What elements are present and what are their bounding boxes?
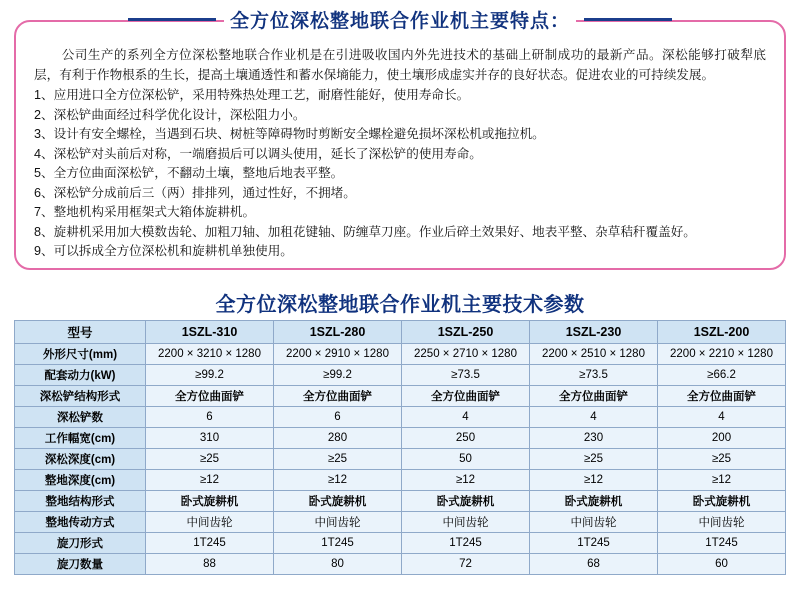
table-cell: 中间齿轮 [146,512,274,533]
table-row [15,365,786,386]
table-cell: ≥25 [530,449,658,470]
table-cell: 200 [658,428,786,449]
table-cell: 2200 × 3210 × 1280 [146,344,274,365]
table-cell: ≥73.5 [530,365,658,386]
table-cell: 2200 × 2510 × 1280 [530,344,658,365]
feature-item: 2、深松铲曲面经过科学优化设计，深松阻力小。 [34,107,306,122]
table-cell: 卧式旋耕机 [274,491,402,512]
table-cell: 全方位曲面铲 [274,386,402,407]
title-rule-left [128,18,216,21]
feature-item: 4、深松铲对头前后对称，一端磨损后可以调头使用，延长了深松铲的使用寿命。 [34,146,482,161]
spec-table-title: 全方位深松整地联合作业机主要技术参数 [215,294,585,316]
table-cell: 全方位曲面铲 [658,386,786,407]
table-row [15,344,786,365]
row-label: 整地传动方式 [15,512,146,533]
table-cell: 2200 × 2210 × 1280 [658,344,786,365]
table-cell: ≥66.2 [658,365,786,386]
table-cell: 1SZL-310 [146,321,274,344]
row-label: 旋刀形式 [15,533,146,554]
table-cell: 6 [146,407,274,428]
row-label: 工作幅宽(cm) [15,428,146,449]
table-cell: 1SZL-280 [274,321,402,344]
table-row [15,321,786,344]
feature-item: 8、旋耕机采用加大模数齿轮、加粗刀轴、加租花键轴、防缠草刀座。作业后碎土效果好、地表平整、杂草秸秆覆盖好。 [34,224,696,239]
table-cell: 全方位曲面铲 [402,386,530,407]
table-cell: 1T245 [658,533,786,554]
table-cell: 1T245 [402,533,530,554]
feature-item: 1、应用进口全方位深松铲，采用特殊热处理工艺，耐磨性能好，使用寿命长。 [34,88,470,102]
row-label: 深松深度(cm) [15,449,146,470]
row-label: 整地深度(cm) [15,470,146,491]
row-label: 整地结构形式 [15,491,146,512]
table-cell: 中间齿轮 [274,512,402,533]
table-cell: ≥25 [146,449,274,470]
table-row [15,386,786,407]
features-title: 全方位深松整地联合作业机主要特点： [224,6,576,33]
row-label: 深松铲数 [15,407,146,428]
table-cell: 全方位曲面铲 [146,386,274,407]
table-cell: 4 [402,407,530,428]
table-cell: 88 [146,554,274,575]
table-cell: 中间齿轮 [658,512,786,533]
table-row [15,470,786,491]
row-label: 深松铲结构形式 [15,386,146,407]
table-cell: 卧式旋耕机 [530,491,658,512]
title-rule-right [584,18,672,21]
table-cell: 中间齿轮 [530,512,658,533]
table-cell: 中间齿轮 [402,512,530,533]
table-row [15,407,786,428]
table-cell: 60 [658,554,786,575]
row-label: 旋刀数量 [15,554,146,575]
features-panel [14,11,786,270]
table-cell: 1T245 [530,533,658,554]
features-body [34,46,766,262]
row-label: 配套动力(kW) [15,365,146,386]
table-cell: ≥12 [530,470,658,491]
features-title-bar [16,6,784,33]
table-cell: 2200 × 2910 × 1280 [274,344,402,365]
spec-table-body [15,321,786,575]
table-cell: 卧式旋耕机 [402,491,530,512]
table-cell: ≥99.2 [146,365,274,386]
features-list [34,86,766,262]
feature-item: 6、深松铲分成前后三（两）排排列，通过性好，不拥堵。 [34,185,356,200]
feature-item: 7、整地机构采用框架式大箱体旋耕机。 [34,205,256,219]
feature-item: 3、设计有安全螺栓，当遇到石块、树桩等障碍物时剪断安全螺栓避免损坏深松机或拖拉机。 [34,127,545,141]
table-cell: ≥25 [658,449,786,470]
table-cell: 4 [530,407,658,428]
table-cell: 68 [530,554,658,575]
table-cell: 1SZL-250 [402,321,530,344]
table-row [15,512,786,533]
table-cell: ≥99.2 [274,365,402,386]
table-cell: 卧式旋耕机 [658,491,786,512]
table-row [15,449,786,470]
features-intro: 公司生产的系列全方位深松整地联合作业机是在引进吸收国内外先进技术的基础上研制成功的最新产品。深松能够打破犁底层，有利于作物根系的生长，提高土壤通透性和蓄水保墒能力，使土壤形成虚实并存的良好状态。促进农业的可持续发展。 [34,48,766,82]
table-cell: ≥25 [274,449,402,470]
table-row [15,428,786,449]
row-label: 外形尺寸(mm) [15,344,146,365]
table-cell: ≥12 [658,470,786,491]
table-cell: 310 [146,428,274,449]
table-cell: 250 [402,428,530,449]
table-cell: 2250 × 2710 × 1280 [402,344,530,365]
table-cell: 1SZL-200 [658,321,786,344]
table-cell: 80 [274,554,402,575]
table-row [15,491,786,512]
table-cell: ≥12 [146,470,274,491]
table-cell: ≥12 [274,470,402,491]
table-cell: 1T245 [146,533,274,554]
table-cell: 4 [658,407,786,428]
feature-item: 5、全方位曲面深松铲，不翻动土壤，整地后地表平整。 [34,166,344,180]
table-cell: 50 [402,449,530,470]
table-cell: 全方位曲面铲 [530,386,658,407]
table-cell: 卧式旋耕机 [146,491,274,512]
spec-table [14,320,786,575]
table-cell: 1SZL-230 [530,321,658,344]
table-cell: 280 [274,428,402,449]
table-row [15,533,786,554]
table-cell: 72 [402,554,530,575]
row-label: 型号 [15,321,146,344]
table-cell: ≥12 [402,470,530,491]
table-cell: 230 [530,428,658,449]
table-cell: ≥73.5 [402,365,530,386]
table-row [15,554,786,575]
feature-item: 9、可以拆成全方位深松机和旋耕机单独使用。 [34,244,293,258]
table-cell: 6 [274,407,402,428]
table-cell: 1T245 [274,533,402,554]
